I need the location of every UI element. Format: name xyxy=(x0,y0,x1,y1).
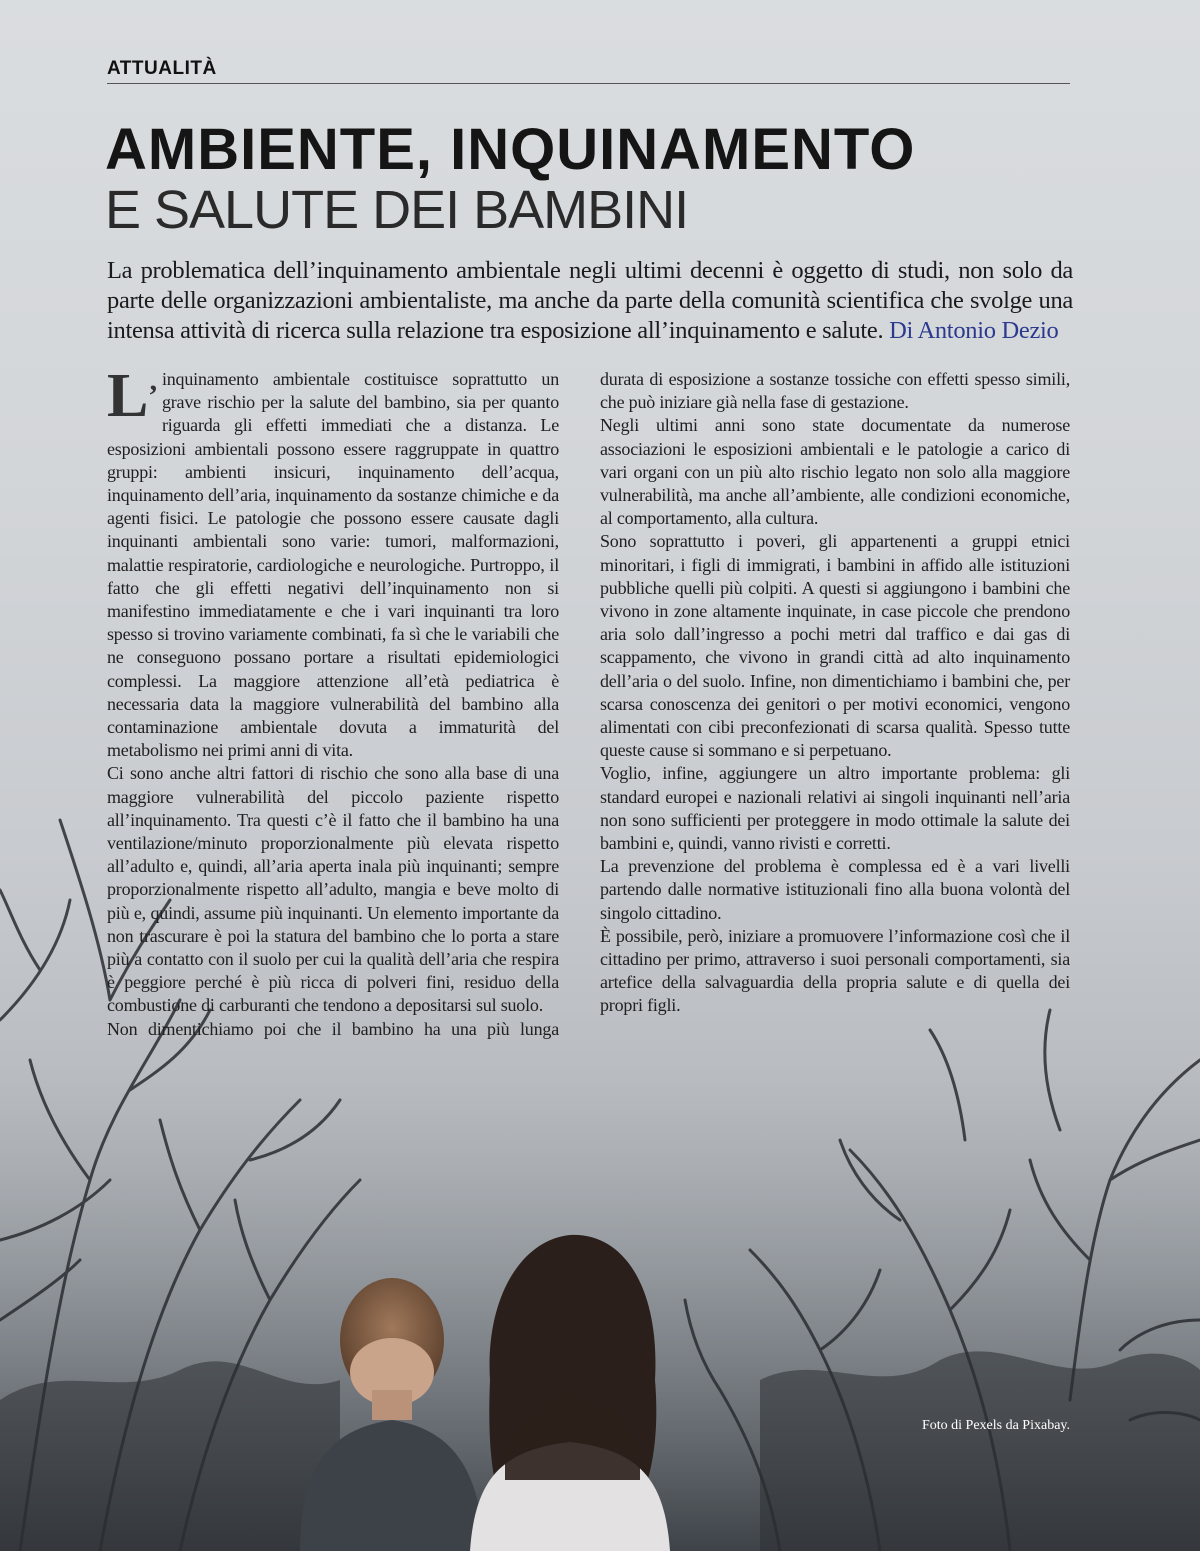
article-column-left xyxy=(107,362,559,1041)
body-paragraph: È possibile, però, iniziare a promuovere l’informazione così che il cittadino per primo, attraverso i suoi personali comportamenti, sia artefice della salvaguardia della propria salute e di quella dei propri figli. xyxy=(600,925,1070,1016)
lead-paragraph xyxy=(107,256,1073,346)
section-divider xyxy=(107,83,1070,84)
byline: Di Antonio Dezio xyxy=(889,317,1059,344)
headline-subtitle: E SALUTE DEI BAMBINI xyxy=(105,180,689,240)
headline: AMBIENTE, INQUINAMENTO xyxy=(105,117,916,182)
body-paragraph: L’ inquinamento ambientale costituisce soprattutto un grave rischio per la salute del bambino, sia per quanto riguarda gli effetti immediati che a distanza. Le esposizioni ambientali possono essere raggruppate in quattro gruppi: ambienti insicuri, inquinamento dell’acqua, inquinamento dell’aria, inquinamento da sostanze chimiche e da agenti fisici. Le patologie che possono essere causate dagli inquinanti ambientali sono varie: tumori, malformazioni, malattie respiratorie, cardiologiche e neurologiche. Purtroppo, il fatto che gli effetti negativi dell’inquinamento non si manifestino immediatamente e che i vari inquinanti tra loro spesso si trovino variamente combinati, fa sì che le variabili che ne conseguono possano portare a risultati epidemiologici complessi. La maggiore attenzione all’età pediatrica è necessaria data la maggiore vulnerabilità del bambino alla contaminazione ambientale dovuta a immaturità del metabolismo nei primi anni di vita. xyxy=(107,362,559,761)
article-column-right xyxy=(600,368,1070,1018)
lead-text: La problematica dell’inquinamento ambientale negli ultimi decenni è oggetto di studi, non solo da parte delle organizzazioni ambientaliste, ma anche da parte della comunità scientifica che svolge una intensa attività di ricerca sulla relazione tra esposizione all’inquinamento e salute. xyxy=(107,257,1073,344)
body-paragraph: Non dimentichiamo poi che il bambino ha una più lunga xyxy=(107,1018,559,1039)
body-paragraph: durata di esposizione a sostanze tossiche con effetti spesso simili, che può iniziare già nella fase di gestazione. xyxy=(600,369,1070,413)
section-label: ATTUALITÀ xyxy=(107,58,217,79)
body-paragraph: Ci sono anche altri fattori di rischio che sono alla base di una maggiore vulnerabilità del piccolo paziente rispetto all’inquinamento. Tra questi c’è il fatto che il bambino ha una ventilazione/minuto proporzionalmente più elevata rispetto all’adulto e, quindi, all’aria aperta inala più inquinanti; sempre proporzionalmente rispetto all’adulto, mangia e beve molto di più e, quindi, assume più inquinanti. Un elemento importante da non trascurare è poi la statura del bambino che lo porta a stare più a contatto con il suolo per cui la qualità dell’aria che respira è peggiore perché è più ricca di polveri fini, residuo della combustione di carburanti che tendono a depositarsi sul suolo. xyxy=(107,763,559,1016)
photo-credit: Foto di Pexels da Pixabay. xyxy=(921,1418,1070,1433)
body-paragraph: Voglio, infine, aggiungere un altro importante problema: gli standard europei e nazionali relativi ai singoli inquinanti nell’aria non sono sufficienti per proteggere in modo ottimale la salute dei bambini e, quindi, vanno rivisti e corretti. xyxy=(600,763,1070,854)
body-paragraph: Negli ultimi anni sono state documentate da numerose associazioni le esposizioni ambientali e le patologie a carico di vari organi con un più alto rischio legato non solo alla maggiore vulnerabilità, ma anche all’ambiente, alle condizioni economiche, al comportamento, alla cultura. xyxy=(600,415,1070,529)
drop-cap: L’ xyxy=(107,362,158,430)
body-paragraph: Sono soprattutto i poveri, gli appartenenti a gruppi etnici minoritari, i figli di immigrati, i bambini in affido alle istituzioni pubbliche quelli più colpiti. A questi si aggiungono i bambini che vivono in zone altamente inquinate, in case piccole che prendono aria solo dall’ingresso a pochi metri dal traffico e dai gas di scappamento, che vivono in grandi città ad alto inquinamento dell’aria o del suolo. Infine, non dimentichiamo i bambini che, per scarsa conoscenza dei genitori o per motivi economici, vengono alimentati con cibi preconfezionati di scarsa qualità. Spesso tutte queste cause si sommano e si perpetuano. xyxy=(600,531,1070,761)
body-paragraph: La prevenzione del problema è complessa ed è a vari livelli partendo dalle normative istituzionali fino alla buona volontà del singolo cittadino. xyxy=(600,856,1070,923)
